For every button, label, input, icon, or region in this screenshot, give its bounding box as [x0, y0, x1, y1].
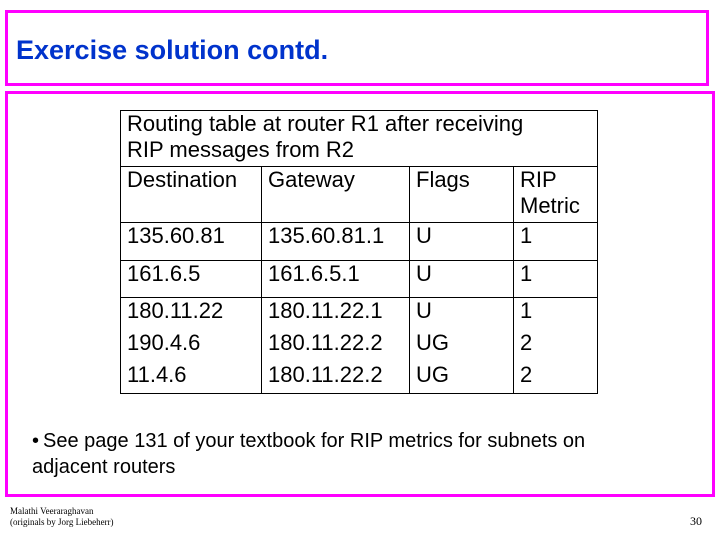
cell-gateway: 135.60.81.1 [262, 223, 410, 261]
footer-originals: (originals by Jorg Liebeherr) [10, 516, 114, 527]
table-row [121, 223, 598, 261]
page-number: 30 [690, 514, 702, 528]
header-gateway: Gateway [262, 167, 410, 223]
cell-destination: 180.11.22 [121, 298, 262, 330]
cell-metric: 1 [514, 223, 598, 261]
header-destination: Destination [121, 167, 262, 223]
header-flags: Flags [410, 167, 514, 223]
table-row [121, 362, 598, 394]
table-row [121, 261, 598, 298]
table-caption-line2: RIP messages from R2 [127, 137, 355, 163]
header-rip-metric: RIP Metric [514, 167, 598, 223]
cell-gateway: 180.11.22.2 [262, 330, 410, 362]
table-row [121, 330, 598, 362]
cell-flags: U [410, 298, 514, 330]
note-text: See page 131 of your textbook for RIP metrics for subnets on adjacent routers [32, 430, 586, 478]
cell-gateway: 180.11.22.2 [262, 362, 410, 394]
table-caption [121, 111, 598, 167]
cell-metric: 2 [514, 330, 598, 362]
cell-flags: UG [410, 362, 514, 394]
cell-gateway: 180.11.22.1 [262, 298, 410, 330]
table-header-row [121, 167, 598, 223]
cell-destination: 161.6.5 [121, 261, 262, 298]
cell-gateway: 161.6.5.1 [262, 261, 410, 298]
cell-metric: 1 [514, 261, 598, 298]
routing-table [120, 110, 598, 394]
slide-title: Exercise solution contd. [16, 35, 329, 65]
title-frame [5, 10, 709, 86]
cell-metric: 2 [514, 362, 598, 394]
table-caption-line1: Routing table at router R1 after receiving [127, 111, 524, 136]
cell-metric: 1 [514, 298, 598, 330]
footer-author: Malathi Veeraraghavan [10, 506, 94, 516]
footer-credit [10, 506, 114, 528]
bullet-note [32, 428, 592, 480]
cell-flags: UG [410, 330, 514, 362]
cell-flags: U [410, 223, 514, 261]
cell-destination: 11.4.6 [121, 362, 262, 394]
bullet-icon: • [32, 430, 40, 452]
cell-flags: U [410, 261, 514, 298]
cell-destination: 135.60.81 [121, 223, 262, 261]
cell-destination: 190.4.6 [121, 330, 262, 362]
table-row [121, 298, 598, 330]
